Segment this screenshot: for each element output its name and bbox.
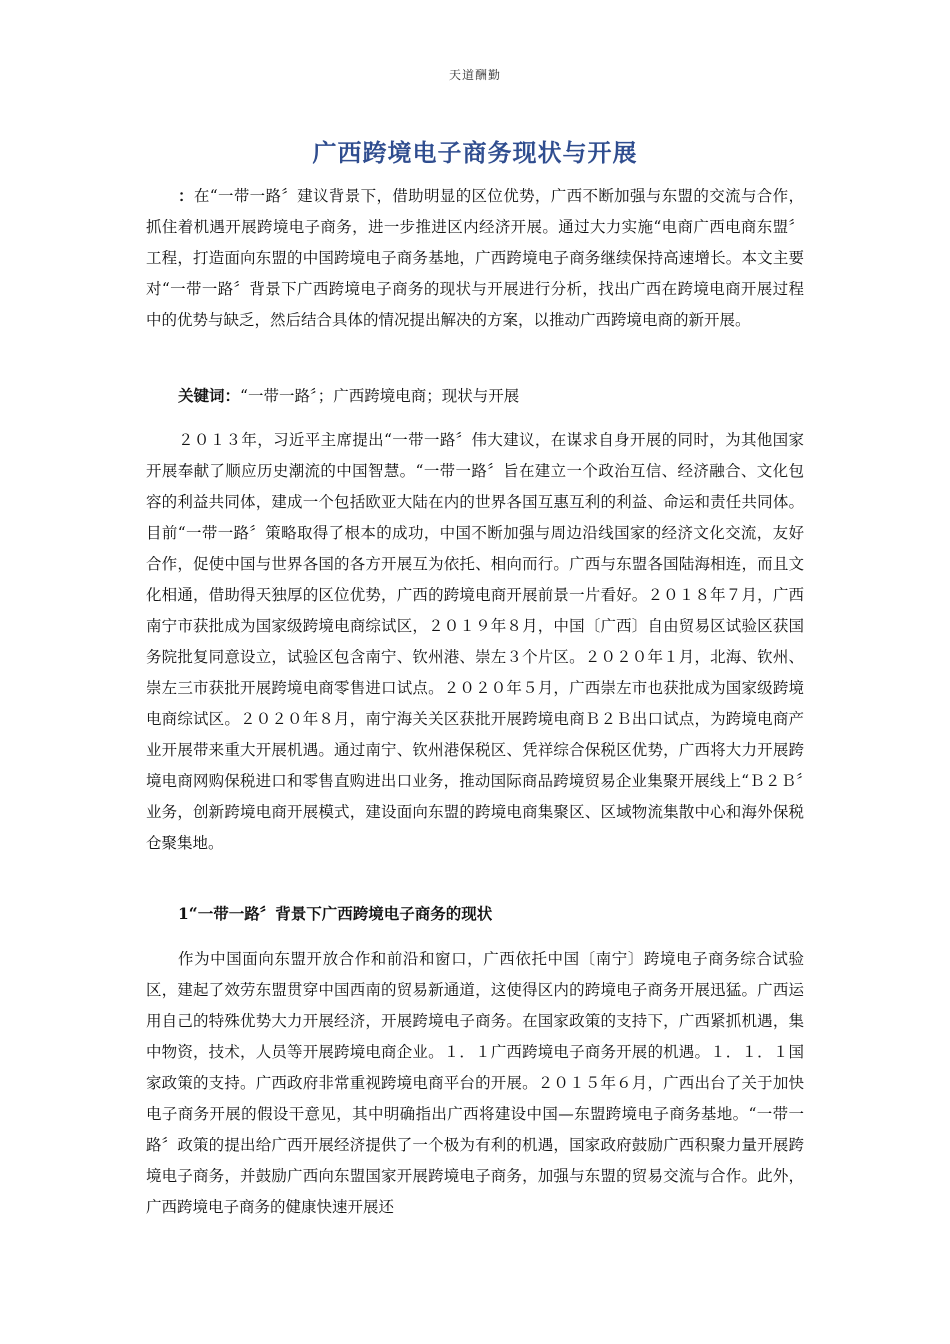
keywords-line [146, 380, 804, 412]
abstract-text: 在“一带一路〞建议背景下，借助明显的区位优势，广西不断加强与东盟的交流与合作，抓住着机遇开展跨境电子商务，进一步推进区内经济开展。通过大力实施“电商广西电商东盟〞工程，打造面向东盟的中国跨境电子商务基地，广西跨境电子商务继续保持高速增长。本文主要对“一带一路〞背景下广西跨境电子商务的现状与开展进行分析，找出广西在跨境电商开展过程中的优势与缺乏，然后结合具体的情况提出解决的方案，以推动广西跨境电商的新开展。 [146, 187, 804, 329]
abstract-lead: ： [178, 186, 194, 205]
section-paragraph: 作为中国面向东盟开放合作和前沿和窗口，广西依托中国〔南宁〕跨境电子商务综合试验区，建起了效劳东盟贯穿中国西南的贸易新通道，这使得区内的跨境电子商务开展迅猛。广西运用自己的特殊优势大力开展经济，开展跨境电子商务。在国家政策的支持下，广西紧抓机遇，集中物资，技术，人员等开展跨境电商企业。１．１广西跨境电子商务开展的机遇。１．１．１国家政策的支持。广西政府非常重视跨境电商平台的开展。２０１５年６月，广西出台了关于加快电子商务开展的假设干意见，其中明确指出广西将建设中国—东盟跨境电子商务基地。“一带一路〞政策的提出给广西开展经济提供了一个极为有利的机遇，国家政府鼓励广西积聚力量开展跨境电子商务，并鼓励广西向东盟国家开展跨境电子商务，加强与东盟的贸易交流与合作。此外，广西跨境电子商务的健康快速开展还 [146, 950, 804, 1216]
keywords-text: “一带一路〞；广西跨境电商；现状与开展 [240, 387, 520, 405]
section-heading: 1“一带一路〞背景下广西跨境电子商务的现状 [178, 904, 493, 923]
running-header: 天道酬勤 [448, 68, 501, 82]
keywords-label: 关键词： [178, 386, 241, 405]
abstract-paragraph [146, 180, 804, 336]
intro-paragraph: ２０１３年，习近平主席提出“一带一路〞伟大建议，在谋求自身开展的同时，为其他国家开展奉献了顺应历史潮流的中国智慧。“一带一路〞旨在建立一个政治互信、经济融合、文化包容的利益共同体，建成一个包括欧亚大陆在内的世界各国互惠互利的利益、命运和责任共同体。目前“一带一路〞策略取得了根本的成功，中国不断加强与周边沿线国家的经济文化交流，友好合作，促使中国与世界各国的各方开展互为依托、相向而行。广西与东盟各国陆海相连，而且文化相通，借助得天独厚的区位优势，广西的跨境电商开展前景一片看好。２０１８年７月，广西南宁市获批成为国家级跨境电商综试区，２０１９年８月，中国〔广西〕自由贸易区试验区获国务院批复同意设立，试验区包含南宁、钦州港、崇左３个片区。２０２０年１月，北海、钦州、崇左三市获批开展跨境电商零售进口试点。２０２０年５月，广西崇左市也获批成为国家级跨境电商综试区。２０２０年８月，南宁海关关区获批开展跨境电商Ｂ２Ｂ出口试点，为跨境电商产业开展带来重大开展机遇。通过南宁、钦州港保税区、凭祥综合保税区优势，广西将大力开展跨境电商网购保税进口和零售直购进出口业务，推动国际商品跨境贸易企业集聚开展线上“Ｂ２Ｂ〞业务，创新跨境电商开展模式，建设面向东盟的跨境电商集聚区、区域物流集散中心和海外保税仓聚集地。 [146, 431, 804, 852]
article-title: 广西跨境电子商务现状与开展 [312, 139, 638, 167]
